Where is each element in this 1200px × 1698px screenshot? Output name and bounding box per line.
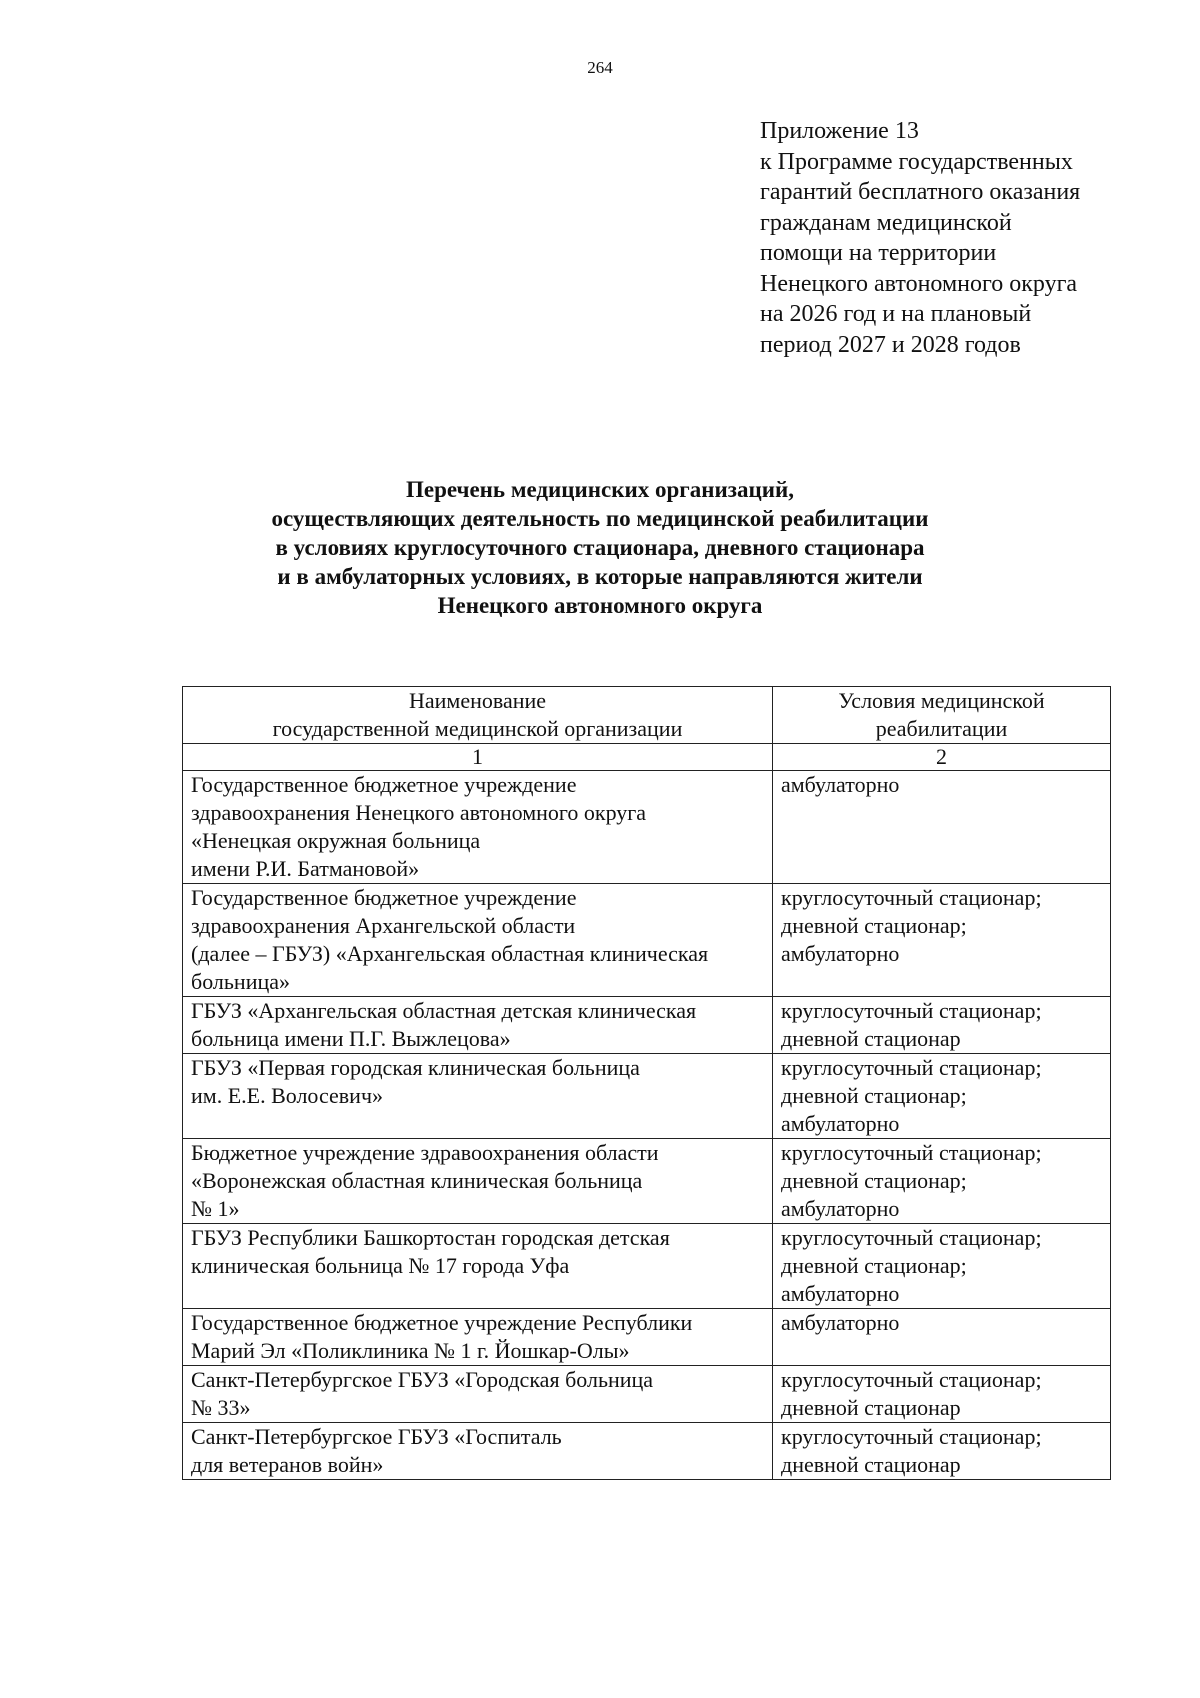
rehab-condition-line: круглосуточный стационар; [781, 1225, 1042, 1250]
rehab-condition-line: дневной стационар; [781, 913, 967, 938]
title-line: Ненецкого автономного округа [437, 593, 763, 618]
rehab-condition-line: круглосуточный стационар; [781, 998, 1042, 1023]
rehab-conditions-cell [773, 1309, 1111, 1366]
rehab-condition-line: амбулаторно [781, 941, 900, 966]
organization-name-line: Санкт-Петербургское ГБУЗ «Госпиталь [191, 1424, 562, 1449]
organization-name-line: Марий Эл «Поликлиника № 1 г. Йошкар-Олы» [191, 1338, 630, 1363]
appendix-line: Приложение 13 [760, 118, 919, 144]
organization-name-line: ГБУЗ Республики Башкортостан городская детская [191, 1225, 670, 1250]
table-row [183, 1224, 1111, 1309]
header-row [183, 687, 1111, 744]
table-row [183, 997, 1111, 1054]
rehab-condition-line: амбулаторно [781, 1111, 900, 1136]
organization-name-cell [183, 1366, 773, 1423]
rehab-condition-line: дневной стационар; [781, 1083, 967, 1108]
rehab-condition-line: дневной стационар [781, 1452, 961, 1477]
table-row [183, 884, 1111, 997]
organization-name-line: Государственное бюджетное учреждение Республики [191, 1310, 693, 1335]
header-line: государственной медицинской организации [272, 716, 683, 741]
title-line: осуществляющих деятельность по медицинской реабилитации [271, 506, 929, 531]
appendix-line: помощи на территории [760, 240, 997, 266]
column-number: 1 [183, 744, 773, 771]
organization-name-line: ГБУЗ «Архангельская областная детская клиническая [191, 998, 697, 1023]
organization-name-cell [183, 1309, 773, 1366]
title-line: и в амбулаторных условиях, в которые направляются жители [277, 564, 923, 589]
rehab-condition-line: амбулаторно [781, 1310, 900, 1335]
header-line: Условия медицинской [838, 688, 1045, 713]
organization-name-cell [183, 1423, 773, 1480]
rehab-condition-line: круглосуточный стационар; [781, 885, 1042, 910]
organization-name-line: № 33» [191, 1395, 251, 1420]
organization-name-line: больница» [191, 969, 290, 994]
rehab-conditions-cell [773, 1224, 1111, 1309]
organization-name-line: больница имени П.Г. Выжлецова» [191, 1026, 511, 1051]
appendix-line: Ненецкого автономного округа [760, 270, 1078, 297]
rehab-conditions-cell [773, 1366, 1111, 1423]
organization-name-line: для ветеранов войн» [191, 1452, 384, 1477]
organization-name-cell [183, 884, 773, 997]
table-row [183, 1423, 1111, 1480]
organization-name-line: (далее – ГБУЗ) «Архангельская областная клиническая [191, 941, 709, 966]
appendix-line: период 2027 и 2028 годов [760, 331, 1021, 358]
organization-name-line: «Ненецкая окружная больница [191, 828, 481, 853]
organization-name-line: имени Р.И. Батмановой» [191, 856, 420, 881]
organization-name-line: здравоохранения Ненецкого автономного округа [191, 800, 647, 825]
organization-name-line: Государственное бюджетное учреждение [191, 772, 577, 797]
document-title [100, 475, 1100, 620]
appendix-line: гражданам медицинской [760, 209, 1012, 236]
column-number-row [183, 744, 1111, 771]
table-row [183, 1139, 1111, 1224]
rehab-condition-line: дневной стационар [781, 1395, 961, 1420]
rehab-condition-line: дневной стационар [781, 1026, 961, 1051]
rehab-condition-line: дневной стационар; [781, 1253, 967, 1278]
appendix-line: гарантий бесплатного оказания [760, 179, 1081, 205]
header-line: реабилитации [875, 716, 1008, 741]
title-line: Перечень медицинских организаций, [405, 477, 795, 502]
organization-name-cell [183, 1054, 773, 1139]
rehab-condition-line: амбулаторно [781, 772, 900, 797]
column-number: 2 [773, 744, 1111, 771]
organizations-table [182, 686, 1111, 1480]
page-number: 264 [587, 58, 613, 77]
organization-name-line: Бюджетное учреждение здравоохранения области [191, 1140, 659, 1165]
table-row [183, 771, 1111, 884]
table-row [183, 1366, 1111, 1423]
organization-name-cell [183, 1224, 773, 1309]
title-line: в условиях круглосуточного стационара, дневного стационара [275, 535, 925, 560]
organization-name-line: «Воронежская областная клиническая больница [191, 1168, 643, 1193]
rehab-conditions-cell [773, 997, 1111, 1054]
appendix-line: к Программе государственных [760, 148, 1073, 175]
rehab-conditions-cell [773, 884, 1111, 997]
rehab-condition-line: круглосуточный стационар; [781, 1140, 1042, 1165]
rehab-condition-line: дневной стационар; [781, 1168, 967, 1193]
organization-name-line: им. Е.Е. Волосевич» [191, 1083, 384, 1108]
organization-name-line: здравоохранения Архангельской области [191, 913, 576, 938]
appendix-note [760, 116, 1180, 360]
organization-name-line: ГБУЗ «Первая городская клиническая больница [191, 1055, 640, 1080]
rehab-conditions-cell [773, 1054, 1111, 1139]
header-line: Наименование [408, 688, 547, 713]
rehab-condition-line: амбулаторно [781, 1281, 900, 1306]
table-row [183, 1309, 1111, 1366]
header-rehab-conditions [773, 687, 1111, 744]
table-body [183, 771, 1111, 1480]
rehab-conditions-cell [773, 1423, 1111, 1480]
appendix-line: на 2026 год и на плановый [760, 301, 1032, 327]
rehab-condition-line: круглосуточный стационар; [781, 1055, 1042, 1080]
rehab-conditions-cell [773, 771, 1111, 884]
rehab-condition-line: круглосуточный стационар; [781, 1367, 1042, 1392]
rehab-condition-line: амбулаторно [781, 1196, 900, 1221]
organization-name-cell [183, 997, 773, 1054]
organization-name-line: № 1» [191, 1196, 240, 1221]
organization-name-line: клиническая больница № 17 города Уфа [191, 1253, 570, 1278]
organization-name-line: Государственное бюджетное учреждение [191, 885, 577, 910]
organization-name-cell [183, 771, 773, 884]
organization-name-cell [183, 1139, 773, 1224]
table-row [183, 1054, 1111, 1139]
header-organization-name [183, 687, 773, 744]
rehab-condition-line: круглосуточный стационар; [781, 1424, 1042, 1449]
rehab-conditions-cell [773, 1139, 1111, 1224]
organization-name-line: Санкт-Петербургское ГБУЗ «Городская больница [191, 1367, 654, 1392]
